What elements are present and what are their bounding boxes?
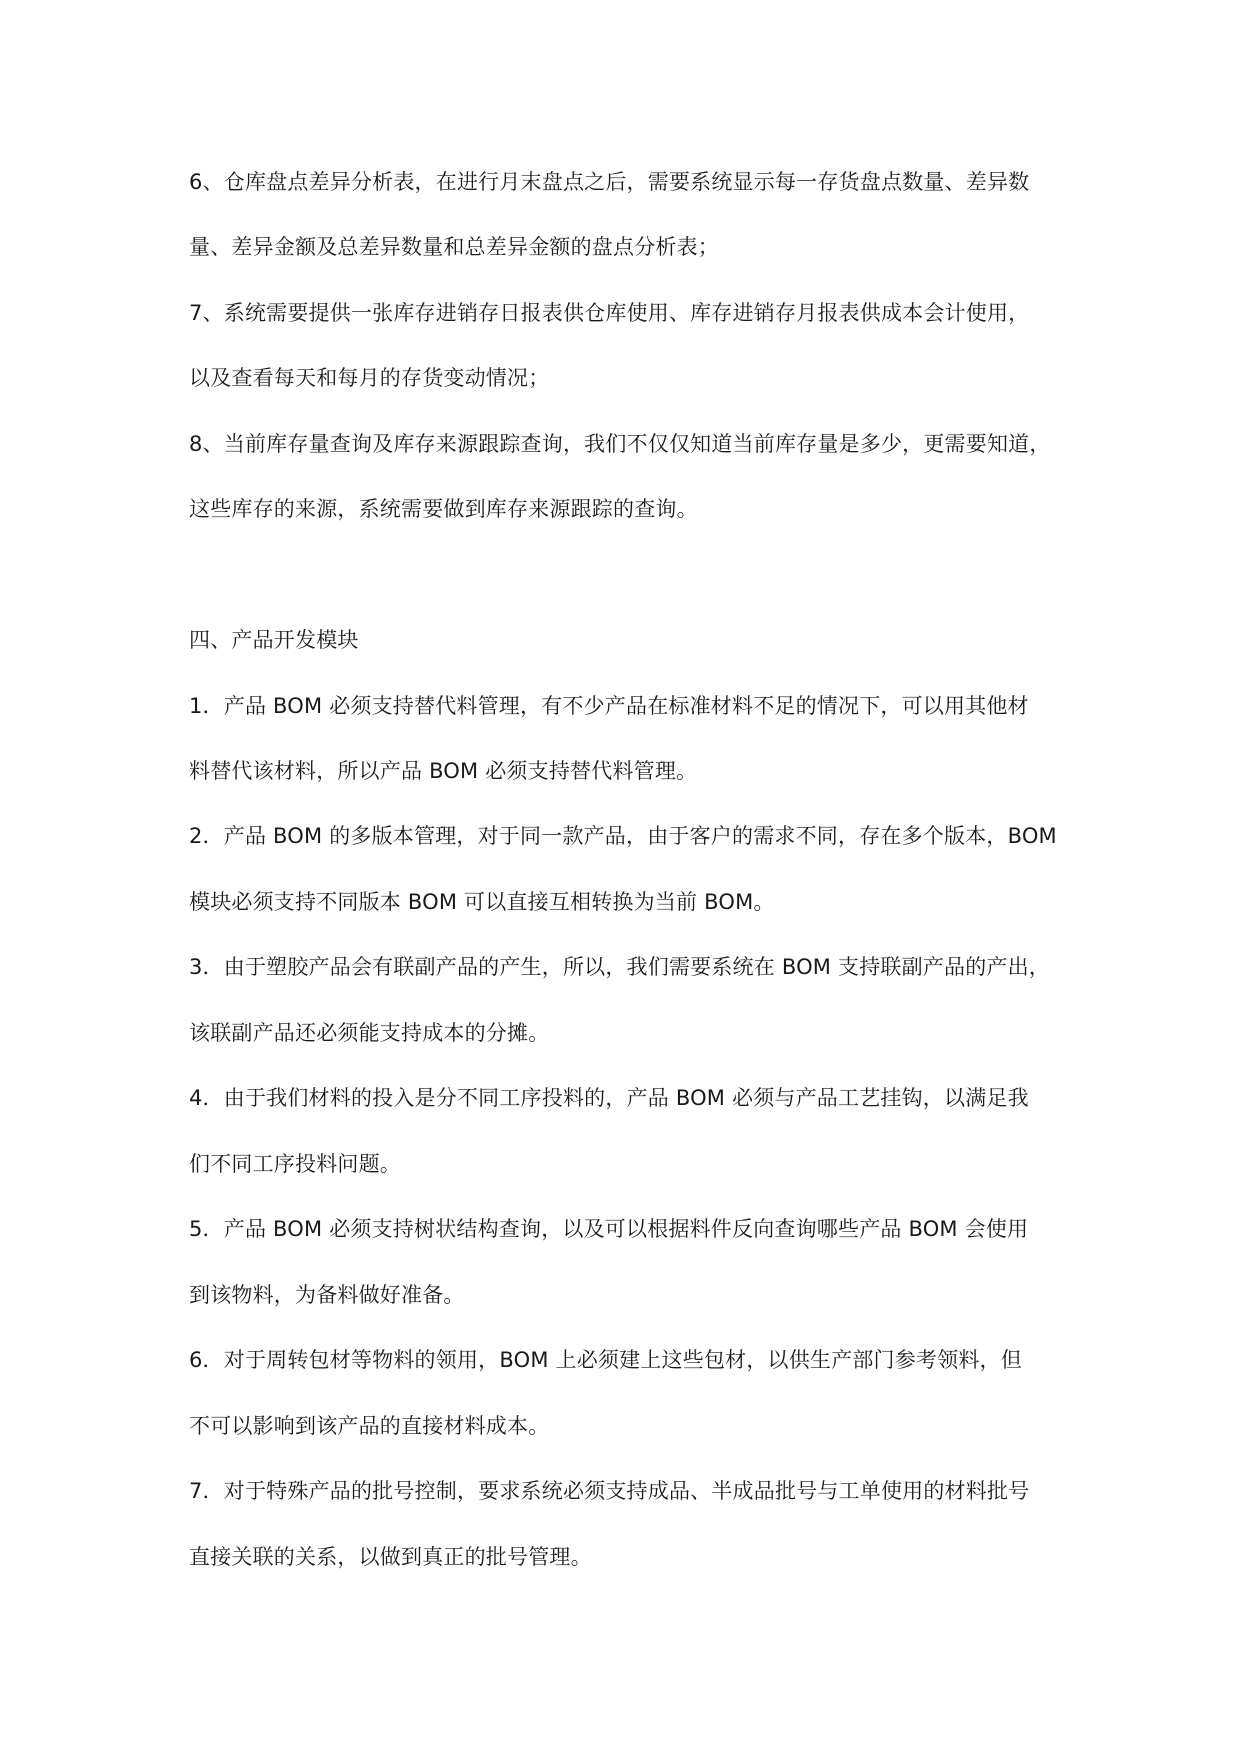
text-line: 7．对于特殊产品的批号控制，要求系统必须支持成品、半成品批号与工单使用的材料批号: [189, 1479, 1030, 1503]
section-heading: 四、产品开发模块: [189, 628, 359, 652]
text-line: 这些库存的来源，系统需要做到库存来源跟踪的查询。: [189, 497, 698, 521]
text-line: 5．产品 BOM 必须支持树状结构查询，以及可以根据料件反向查询哪些产品 BOM 会使用: [189, 1217, 1029, 1241]
text-line: 直接关联的关系，以做到真正的批号管理。: [189, 1545, 592, 1569]
text-line: 1．产品 BOM 必须支持替代料管理，有不少产品在标准材料不足的情况下，可以用其他材: [189, 694, 1029, 718]
text-line: 料替代该材料，所以产品 BOM 必须支持替代料管理。: [189, 759, 698, 783]
text-line: 以及查看每天和每月的存货变动情况；: [189, 366, 550, 390]
text-line: 3．由于塑胶产品会有联副产品的产生，所以，我们需要系统在 BOM 支持联副产品的产出，: [189, 955, 1050, 979]
text-line: 该联副产品还必须能支持成本的分摊。: [189, 1021, 550, 1045]
text-line: 4．由于我们材料的投入是分不同工序投料的，产品 BOM 必须与产品工艺挂钩，以满足我: [189, 1086, 1029, 1110]
text-line: 6、仓库盘点差异分析表，在进行月末盘点之后，需要系统显示每一存货盘点数量、差异数: [189, 170, 1030, 194]
text-line: 6．对于周转包材等物料的领用，BOM 上必须建上这些包材，以供生产部门参考领料，但: [189, 1348, 1022, 1372]
text-line: 8、当前库存量查询及库存来源跟踪查询，我们不仅仅知道当前库存量是多少，更需要知道，: [189, 432, 1051, 456]
text-line: 2．产品 BOM 的多版本管理，对于同一款产品，由于客户的需求不同，存在多个版本，BOM: [189, 824, 1057, 848]
text-line: 量、差异金额及总差异数量和总差异金额的盘点分析表；: [189, 235, 719, 259]
text-line: 7、系统需要提供一张库存进销存日报表供仓库使用、库存进销存月报表供成本会计使用，: [189, 301, 1030, 325]
text-line: 到该物料，为备料做好准备。: [189, 1283, 465, 1307]
text-line: 模块必须支持不同版本 BOM 可以直接互相转换为当前 BOM。: [189, 890, 775, 914]
text-line: 不可以影响到该产品的直接材料成本。: [189, 1414, 550, 1438]
text-line: 们不同工序投料问题。: [189, 1152, 401, 1176]
